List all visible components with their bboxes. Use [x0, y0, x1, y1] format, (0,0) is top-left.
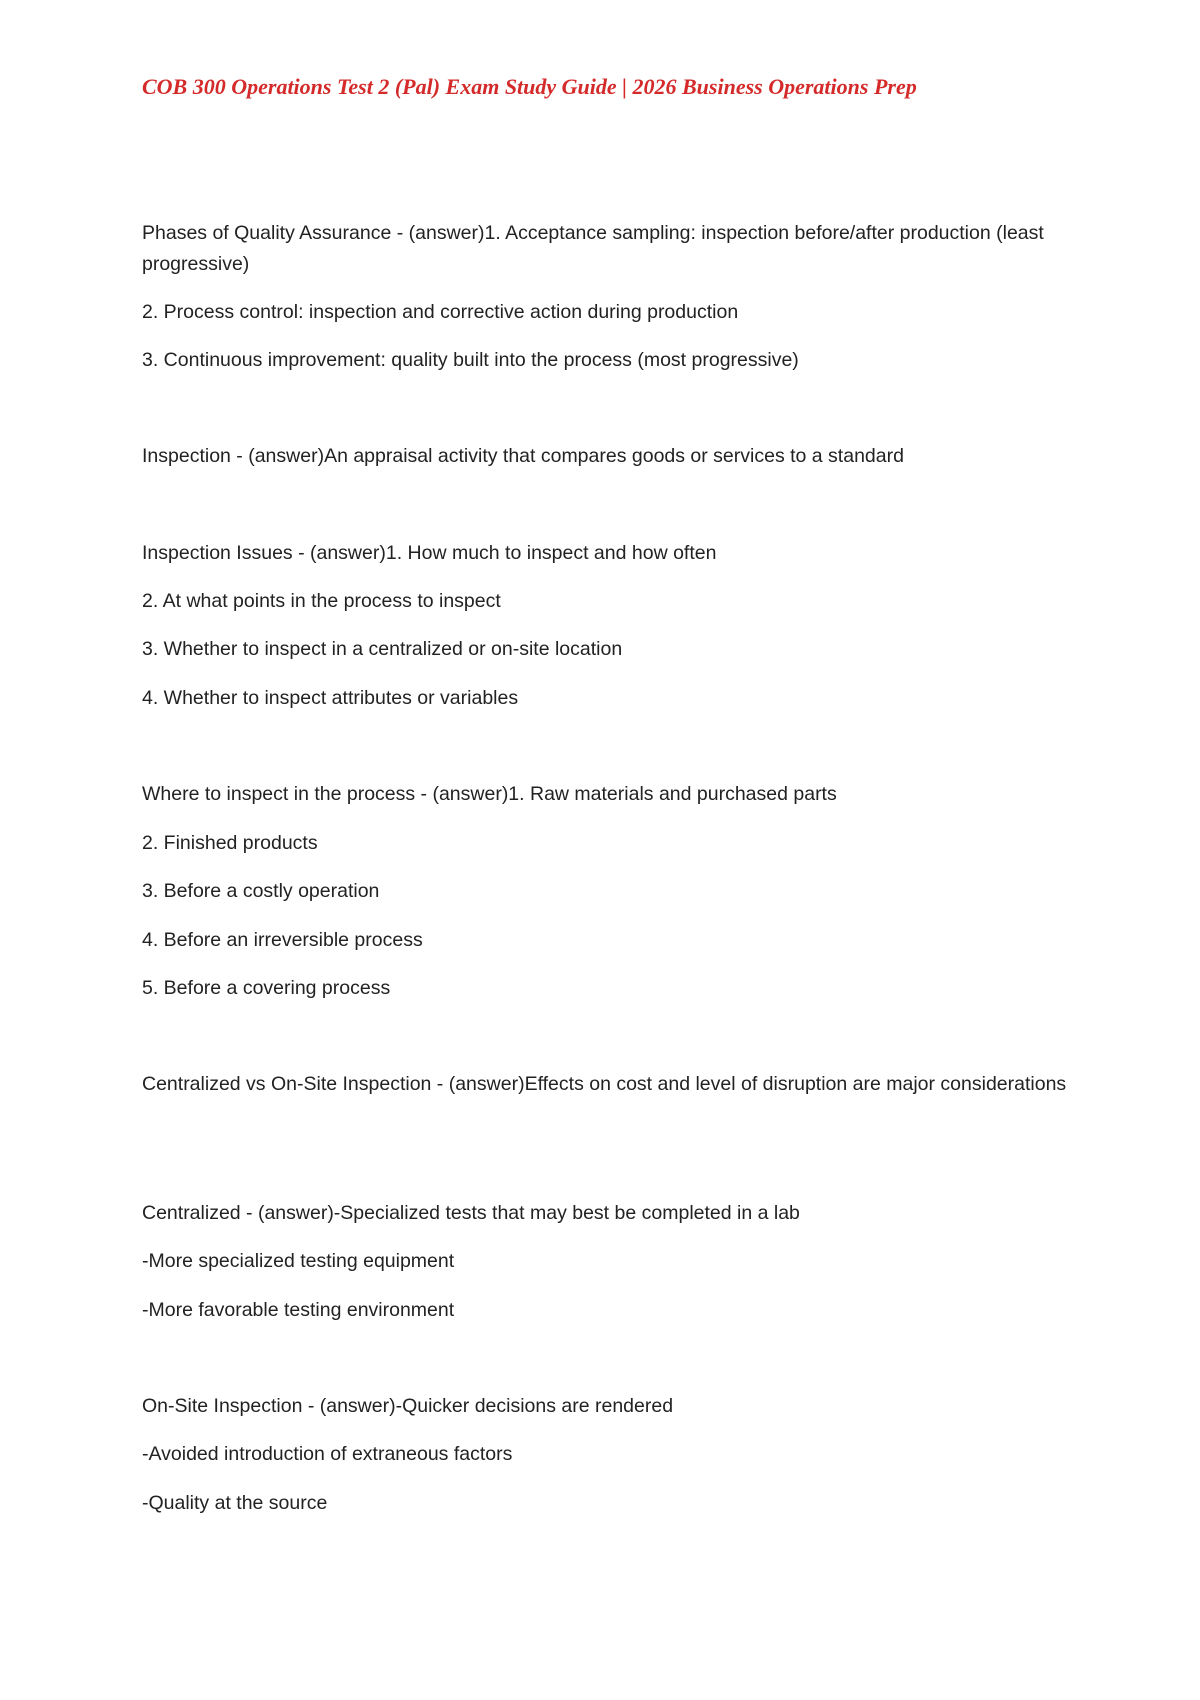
text-line: Inspection - (answer)An appraisal activity that compares goods or services to a standard — [142, 445, 904, 467]
text-line: Phases of Quality Assurance - (answer)1. Acceptance sampling: inspection before/after production (least progressive) — [142, 222, 1044, 275]
text-line: Centralized vs On-Site Inspection - (answer)Effects on cost and level of disruption are major considerations — [142, 1073, 1067, 1095]
document-title: COB 300 Operations Test 2 (Pal) Exam Study Guide | 2026 Business Operations Prep — [142, 74, 917, 99]
text-line: 2. Finished products — [142, 832, 318, 854]
text-line: 4. Before an irreversible process — [142, 929, 423, 951]
text-line: -Avoided introduction of extraneous factors — [142, 1443, 513, 1465]
text-line: 4. Whether to inspect attributes or variables — [142, 687, 519, 709]
text-line: Where to inspect in the process - (answer)1. Raw materials and purchased parts — [142, 783, 837, 805]
text-line: -Quality at the source — [142, 1492, 328, 1514]
text-line: -More favorable testing environment — [142, 1299, 455, 1321]
text-line: Inspection Issues - (answer)1. How much to inspect and how often — [142, 542, 717, 564]
text-line: 3. Continuous improvement: quality built into the process (most progressive) — [142, 349, 799, 371]
text-line: 3. Whether to inspect in a centralized or on-site location — [142, 638, 623, 660]
text-line: Centralized - (answer)-Specialized tests that may best be completed in a lab — [142, 1202, 800, 1224]
text-line: -More specialized testing equipment — [142, 1250, 455, 1272]
text-line: 3. Before a costly operation — [142, 880, 380, 902]
text-line: 2. At what points in the process to inspect — [142, 590, 501, 612]
text-line: 5. Before a covering process — [142, 977, 391, 999]
text-line: 2. Process control: inspection and corrective action during production — [142, 301, 739, 323]
text-line: On-Site Inspection - (answer)-Quicker decisions are rendered — [142, 1395, 674, 1417]
